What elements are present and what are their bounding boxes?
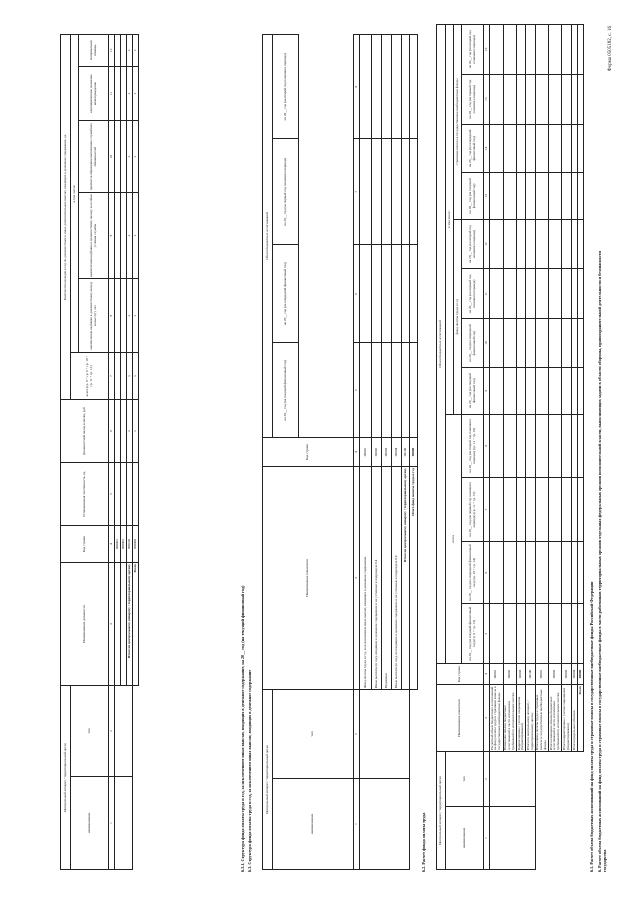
row-code: 90004: [571, 664, 577, 685]
t1-name-header: наименование: [446, 807, 484, 870]
x-mark: x: [133, 279, 139, 353]
t2-code-header: Код строки: [263, 438, 354, 467]
row-code: 90002: [549, 664, 562, 685]
row-label: Итого корректировка с учетом сокращения (бюджетирования): [562, 685, 571, 752]
col-num: 6: [109, 400, 115, 463]
col-num: 16: [484, 25, 490, 75]
col-num: 1: [354, 779, 360, 870]
t1-period: на 20__ год (на очередной финансовый год): [462, 319, 484, 367]
row-code: 00100: [526, 664, 535, 685]
row-label: Иные выплаты (в год), не входящие в денежное содержание и не учтенные в подразделе 6.4: [392, 467, 402, 690]
t3-group-header: Количество окладов в год по должностным и иных дополнительных выплат, входящих в денежное содержание, ед.: [61, 35, 71, 400]
t3-col-11: единовременное денежное вознаграждение: [79, 66, 109, 121]
col-num: 3: [484, 685, 490, 752]
row-code: 00003: [517, 664, 526, 685]
col-num: 6: [484, 541, 490, 603]
col-num: 2: [354, 690, 360, 779]
t1-all-header: всего: [446, 414, 462, 663]
x-mark: x: [127, 66, 133, 121]
col-num: 10: [109, 121, 115, 192]
col-num: 5: [484, 604, 490, 664]
t2-type-header: тип: [273, 690, 354, 779]
x-mark: x: [127, 353, 133, 400]
table-6-3-1: [60, 34, 237, 870]
x-mark: x: [133, 353, 139, 400]
col-num: 8: [354, 35, 360, 139]
t3-code-header: Код строки: [61, 526, 109, 563]
t3-type-header: тип: [71, 686, 109, 777]
row-code: 00002: [372, 438, 382, 467]
t2-period: на 20__ год (на первый год планового периода): [273, 139, 299, 245]
col-num: 11: [109, 66, 115, 121]
section-6-2-title: 6.2. Расчет фонда оплаты труда: [421, 812, 426, 872]
t1-period: на 20__ год (на очередной финансовый год) (гр. 10 + гр. 14): [462, 541, 484, 603]
col-num: 13: [484, 173, 490, 220]
t1-period: на 20__ год (на первый год планового периода) (гр. 11 + гр. 15): [462, 478, 484, 542]
row-label: Недоимки: [382, 467, 392, 690]
rotated-landscape-form: [36, 24, 616, 886]
x-mark: x: [127, 279, 133, 353]
total-label: Всего: [577, 685, 583, 752]
col-num: 6: [354, 245, 360, 343]
x-mark: x: [127, 35, 133, 67]
col-num: 12: [484, 219, 490, 269]
x-mark: x: [127, 121, 133, 192]
table-row: [503, 25, 516, 870]
t1-period: на 20__ год (на второй год планового периода): [462, 219, 484, 269]
t1-fot-header: фонд оплаты труда и гсд: [454, 219, 462, 414]
t1-incl-header: в том числе:: [446, 25, 454, 415]
row-code: 00004: [392, 438, 402, 467]
t3-col-9: ежемесячная надбавка к должностному окладу за особые условия службы: [79, 192, 109, 278]
t3-org-header: Центральный аппарат / территориальный орган: [61, 686, 71, 870]
t1-type-header: тип: [446, 752, 484, 807]
section-6-3-title: 6.3. Структура фонда оплаты труда и гсд, за исключением иных выплат, входящих в денежное содержание: [247, 669, 252, 872]
table-row: [562, 25, 571, 870]
total-code: 90000: [577, 664, 583, 685]
t1-ins-header: страховые взносы в государственные внебюджетные фонды: [454, 25, 462, 220]
row-label: Итого предельных объемов: [571, 685, 577, 752]
col-num: 5: [354, 343, 360, 438]
col-num: 8: [109, 279, 115, 353]
total-label: Итого фонд оплаты труда и гсд: [410, 467, 418, 690]
col-num: 7: [109, 353, 115, 400]
col-num: 3: [109, 563, 115, 686]
t1-group-header: Объем бюджетных ассигнований: [437, 25, 446, 664]
row-code: 000002: [121, 526, 127, 563]
x-mark: x: [127, 400, 133, 463]
t1-period: на 20__ год (на первый год планового периода): [462, 269, 484, 319]
col-num: 7: [354, 139, 360, 245]
col-num: 10: [484, 319, 490, 367]
row-label: Изменение объема бюджетных ассигнований в части исполнения требований по исполнительным листам: [503, 685, 516, 752]
total-code: 000100: [127, 526, 133, 563]
table-row: [360, 35, 372, 870]
col-num: 2: [109, 686, 115, 777]
t3-name-header: наименование: [71, 777, 109, 870]
table-total-row: [577, 25, 583, 870]
table-row: [489, 25, 503, 870]
col-num: 9: [109, 192, 115, 278]
t1-code-header: Код строки: [437, 664, 484, 685]
form-reference: Форма 0505182, с. 16: [608, 26, 613, 72]
t1-period: на 20__ год (на текущий финансовый год): [462, 367, 484, 414]
t2-group-header: Объем бюджетных ассигнований: [263, 35, 273, 438]
t1-period: на 20__ год (на первый год планового периода): [462, 74, 484, 124]
x-mark: x: [133, 192, 139, 278]
row-label: Итого фонд оплаты труда и страховые взносы в государственные внебюджетные фонды: [535, 685, 548, 752]
t1-period: на 20__ год (на очередной финансовый год): [462, 124, 484, 172]
table-row: [517, 25, 526, 870]
t2-name-header: наименование: [273, 779, 354, 870]
col-num: 7: [484, 478, 490, 542]
row-label: Корректировка с учетом сокращения (бюджетирования): [517, 685, 526, 752]
t3-incl-header: в том числе:: [71, 35, 79, 353]
t3-total-header: всего (гр. 8 + гр. 9 + гр. 10 + гр. 11 + гр. 12): [71, 353, 109, 400]
col-num: 12: [109, 35, 115, 67]
section-6-title: 6. Расчет объема бюджетных ассигнований на фонд оплаты труда и страховые взносы в государственные внебюджетные фонды в части работников территориальных органов отдельных федеральных органов исполнительной власти, выполняющих задачи в области обороны, правоохранительной деятельности и безопасности государства: [597, 251, 607, 872]
row-code: 00001: [360, 438, 372, 467]
t2-org-header: Центральный аппарат / территориальный орган: [263, 690, 273, 870]
col-num: 11: [484, 269, 490, 319]
x-mark: x: [133, 35, 139, 67]
table-6-2: [262, 34, 418, 870]
col-num: 4: [109, 526, 115, 563]
row-label: Расчетный объем бюджетных ассигнований на фонд оплаты труда и страховые взносы в государственные внебюджетные фонды: [489, 685, 503, 752]
table-total-row: [410, 35, 418, 870]
t1-period: на 20__ год (на второй год планового периода): [462, 25, 484, 75]
col-num: 14: [484, 124, 490, 172]
section-6-1-title: 6.1. Расчет объема бюджетных ассигнований на фонд оплаты труда и страховые взносы в государственные внебюджетные фонды Российской Федерации: [589, 581, 594, 872]
t3-staff-header: Установленная численность, ед.: [61, 463, 109, 526]
col-num: 3: [354, 467, 360, 690]
t3-col-12: материальная помощь: [79, 35, 109, 67]
t2-indicator-header: Наименование показателя: [263, 467, 354, 690]
table-row: [549, 25, 562, 870]
t3-col-10: премии за образцовое выполнение служебных обязанностей: [79, 121, 109, 192]
col-num: 8: [484, 414, 490, 478]
document-page: [36, 24, 616, 886]
x-mark: x: [127, 192, 133, 278]
t1-indicator-header: Наименование показателя: [437, 685, 484, 752]
x-mark: x: [133, 400, 139, 463]
row-code: 90001: [535, 664, 548, 685]
col-num: 2: [484, 752, 490, 807]
t1-period: на 20__ год (на текущий финансовый год): [462, 173, 484, 220]
table-row: [526, 25, 535, 870]
row-label: Итого по центральному аппарату / территориальному органу: [526, 685, 535, 752]
t1-period: на 20__ год (на второй год планового периода) (гр. 12 + гр. 16): [462, 414, 484, 478]
t2-period: на 20__ год (на текущий финансовый год): [273, 343, 299, 438]
col-num: 4: [354, 438, 360, 467]
total-label: Итого по центральному аппарату / территориальному органу: [127, 563, 133, 686]
t3-position-header: Наименование должности: [61, 563, 109, 686]
table-row: [535, 25, 548, 870]
t3-col-8: ежемесячная надбавка к должностному окладу за выслугу лет: [79, 279, 109, 353]
col-num: 1: [109, 777, 115, 870]
row-code: 00100: [402, 438, 410, 467]
col-num: 15: [484, 74, 490, 124]
row-label: Итого по центральному аппарату / территориальному органу: [402, 467, 410, 690]
row-code: 00003: [382, 438, 392, 467]
x-mark: x: [133, 121, 139, 192]
col-num: 1: [484, 807, 490, 870]
col-num: 4: [484, 664, 490, 685]
row-label: Итого изменение объема бюджетных ассигнований в части исполнения требований по исполнительным листам: [549, 685, 562, 752]
col-num: 9: [484, 367, 490, 414]
row-code: 00002: [503, 664, 516, 685]
table-6-1: [436, 24, 584, 870]
t3-salary-header: Должностной оклад в месяц, руб: [61, 400, 109, 463]
row-label: Фонд оплаты труда и гсд, за исключением иных выплат, входящих в денежное содержание: [360, 467, 372, 690]
x-mark: x: [133, 66, 139, 121]
t1-org-header: Центральный аппарат / территориальный орган: [437, 752, 446, 870]
row-code: 000001: [115, 526, 121, 563]
grand-total-code: 900000: [133, 526, 139, 563]
section-6-3-1-title: 6.3.1. Структура фонда оплаты труда и гсд, за исключением иных выплат, входящих в денежное содержание, на 20__ год (на текущий финансовый год): [240, 585, 245, 872]
row-code: 00001: [489, 664, 503, 685]
t2-period: на 20__ год (на очередной финансовый год): [273, 245, 299, 343]
t1-period: на 20__ год (на текущий финансовый год) (гр. 9 + гр. 13): [462, 604, 484, 664]
total-code: 90000: [410, 438, 418, 467]
row-label: Иные выплаты (в год), входящие в денежное содержание и не учтенные в подразделе 6.4: [372, 467, 382, 690]
row-code: 90003: [562, 664, 571, 685]
t2-period: на 20__ год (на второй год планового периода): [273, 35, 299, 139]
col-num: 5: [109, 463, 115, 526]
grand-total-label: Всего: [133, 563, 139, 686]
